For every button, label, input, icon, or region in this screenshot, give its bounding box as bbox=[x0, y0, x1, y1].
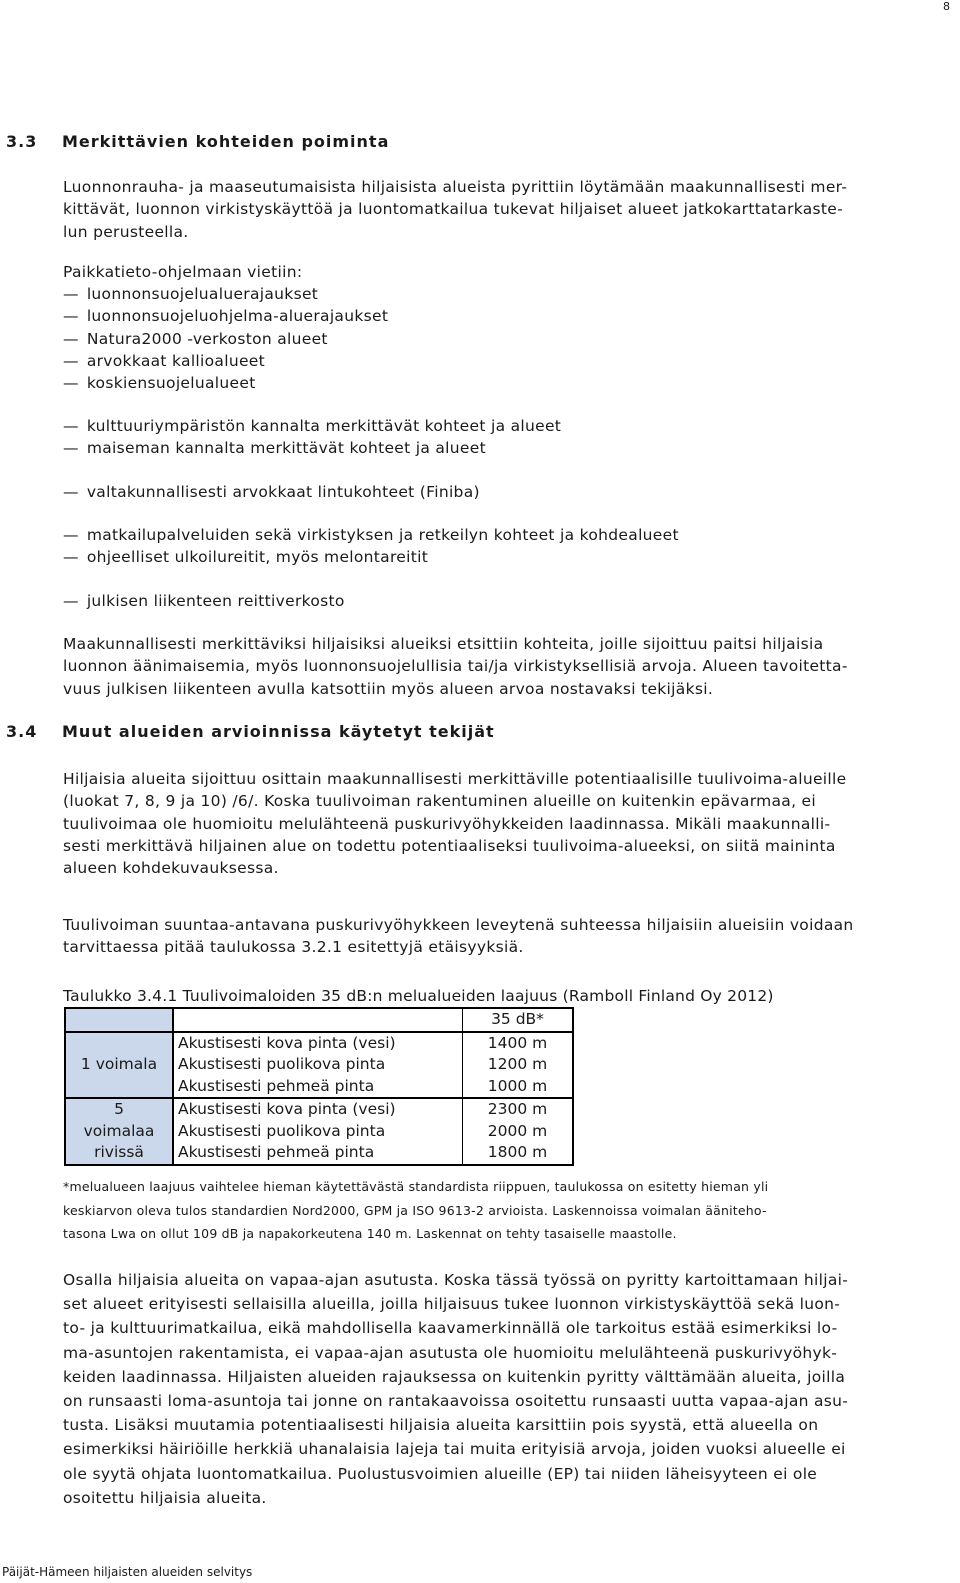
text-line: tuulivoimaa ole huomioitu melulähteenä puskurivyöhykkeiden laadinnassa. Mikäli maakunnalli- bbox=[63, 814, 831, 833]
dash-list-protected-areas bbox=[63, 283, 388, 394]
text-line: keskiarvon oleva tulos standardien Nord2000, GPM ja ISO 9613-2 arvioista. Laskennoissa voimalan ääniteho- bbox=[63, 1202, 767, 1218]
table-header-blank bbox=[173, 1008, 463, 1032]
table-row bbox=[65, 1121, 573, 1143]
page-footer: Päijät-Hämeen hiljaisten alueiden selvitys bbox=[2, 1565, 253, 1579]
distance-cell: 1000 m bbox=[487, 1076, 548, 1095]
distance-cell: 2300 m bbox=[463, 1098, 574, 1121]
column-header: 35 dB* bbox=[463, 1008, 574, 1032]
table-row bbox=[65, 1142, 573, 1165]
dash-list-recreation bbox=[63, 524, 679, 569]
dash-list-birds bbox=[63, 481, 480, 503]
list-item: — julkisen liikenteen reittiverkosto bbox=[63, 590, 345, 612]
text-line: lun perusteella. bbox=[63, 222, 189, 241]
wind-power-paragraph bbox=[63, 768, 950, 879]
text-line: osoitettu hiljaisia alueita. bbox=[63, 1488, 267, 1507]
text-line: tarvittaessa pitää taulukossa 3.2.1 esitettyjä etäisyyksiä. bbox=[63, 938, 524, 957]
text-line: sesti merkittävä hiljainen alue on todettu potentiaaliseksi tuulivoima-alueeksi, on siitä maininta bbox=[63, 836, 836, 855]
list-item: — kulttuuriympäristön kannalta merkittävät kohteet ja alueet bbox=[63, 415, 561, 437]
list-item: — maiseman kannalta merkittävät kohteet ja alueet bbox=[63, 437, 561, 459]
table-header-row bbox=[65, 1008, 573, 1032]
leisure-housing-paragraph bbox=[63, 1268, 950, 1510]
text-line: alueen kohdekuvauksessa. bbox=[63, 859, 279, 878]
buffer-paragraph bbox=[63, 914, 950, 959]
list-item: — koskiensuojelualueet bbox=[63, 372, 388, 394]
intro-paragraph bbox=[63, 176, 950, 243]
table-caption: Taulukko 3.4.1 Tuulivoimaloiden 35 dB:n melualueiden laajuus (Ramboll Finland Oy 2012) bbox=[63, 987, 774, 1005]
text-line: kittävät, luonnon virkistyskäyttöä ja luontomatkailua tukevat hiljaiset alueet jatkokarttatarkaste- bbox=[63, 200, 844, 219]
text-line: esimerkiksi häiriöille herkkiä uhanalaisia lajeja tai muita erityisiä arvoja, joiden vuoksi alueelle ei bbox=[63, 1440, 846, 1459]
group-label-line: 5 bbox=[65, 1098, 173, 1121]
table-footnote bbox=[63, 1175, 950, 1246]
list-item: — matkailupalveluiden sekä virkistyksen ja retkeilyn kohteet ja kohdealueet bbox=[63, 524, 679, 546]
text-line: to- ja kulttuurimatkailua, eikä mahdollisella kaavamerkinnällä ole tarkoitus estää esimerkiksi lo- bbox=[63, 1319, 838, 1338]
surface-cell: Akustisesti puolikova pinta bbox=[173, 1054, 463, 1076]
page-number: 8 bbox=[943, 0, 950, 13]
list-item: — Natura2000 -verkoston alueet bbox=[63, 328, 388, 350]
text-line: Tuulivoiman suuntaa-antavana puskurivyöhykkeen leveytenä suhteessa hiljaisiin alueisiin voidaan bbox=[63, 916, 854, 934]
list-item: — arvokkaat kallioalueet bbox=[63, 350, 388, 372]
group-label-line: rivissä bbox=[65, 1142, 173, 1165]
section-heading-3-3 bbox=[6, 132, 389, 151]
text-line: *melualueen laajuus vaihtelee hieman käytettävästä standardista riippuen, taulukossa on esitetty hieman yli bbox=[63, 1179, 769, 1194]
list-item: — ohjeelliset ulkoilureitit, myös melontareitit bbox=[63, 546, 679, 568]
text-line: keiden laadinnassa. Hiljaisten alueiden rajauksessa on kuitenkin pyritty välttämään alueita, joilla bbox=[63, 1367, 846, 1386]
text-line: Maakunnallisesti merkittäviksi hiljaisiksi alueiksi etsittiin kohteita, joille sijoittuu paitsi hiljaisia bbox=[63, 635, 824, 653]
surface-cell: Akustisesti pehmeä pinta bbox=[173, 1076, 463, 1099]
dash-list-transport bbox=[63, 590, 345, 612]
text-line: Luonnonrauha- ja maaseutumaisista hiljaisista alueista pyrittiin löytämään maakunnallisesti mer- bbox=[63, 178, 848, 196]
text-line: set alueet erityisesti sellaisilla alueilla, joilla hiljaisuus tukee luonnon virkistyskäyttöä sekä luon- bbox=[63, 1295, 841, 1314]
text-line: luonnon äänimaisemia, myös luonnonsuojelullisia tai/ja virkistyksellisiä arvoja. Alueen tavoitetta- bbox=[63, 657, 848, 676]
surface-cell: Akustisesti puolikova pinta bbox=[173, 1121, 463, 1143]
surface-cell: Akustisesti pehmeä pinta bbox=[173, 1142, 463, 1165]
group-label-line: voimalaa bbox=[65, 1121, 173, 1143]
text-line: tusta. Lisäksi muutamia potentiaalisesti hiljaisia alueita karsittiin pois syystä, että alueella on bbox=[63, 1416, 819, 1435]
surface-cell: Akustisesti kova pinta (vesi) bbox=[173, 1032, 463, 1055]
text-line: ole syytä ohjata luontomatkailua. Puolustusvoimien alueille (EP) tai niiden läheisyyteen ei ole bbox=[63, 1464, 818, 1483]
list-item: — luonnonsuojelualuerajaukset bbox=[63, 283, 388, 305]
text-line: on runsaasti loma-asuntoja tai jonne on rantakaavoissa osoitettu runsaasti uutta vapaa-ajan asu- bbox=[63, 1392, 849, 1411]
noise-distance-table bbox=[64, 1007, 574, 1166]
section-title: Merkittävien kohteiden poiminta bbox=[62, 132, 390, 151]
text-line: ma-asuntojen rakentamista, ei vapaa-ajan asutusta ole huomioitu melulähteenä puskurivyöhyk- bbox=[63, 1343, 838, 1362]
table-row bbox=[65, 1098, 573, 1121]
text-line: Hiljaisia alueita sijoittuu osittain maakunnallisesti merkittäville potentiaalisille tuulivoima-alueille bbox=[63, 770, 847, 788]
dash-list-cultural bbox=[63, 415, 561, 460]
distance-cell: 2000 m bbox=[487, 1121, 548, 1140]
table-row bbox=[65, 1032, 573, 1055]
section-title: Muut alueiden arvioinnissa käytetyt tekijät bbox=[62, 722, 495, 741]
group-label: 1 voimala bbox=[65, 1032, 173, 1099]
distance-cell: 1800 m bbox=[487, 1143, 548, 1161]
list-item: — valtakunnallisesti arvokkaat lintukohteet (Finiba) bbox=[63, 481, 480, 503]
list-item: — luonnonsuojeluohjelma-aluerajaukset bbox=[63, 305, 388, 327]
list-title: Paikkatieto-ohjelmaan vietiin: bbox=[63, 263, 303, 281]
surface-cell: Akustisesti kova pinta (vesi) bbox=[173, 1098, 463, 1121]
text-line: (luokat 7, 8, 9 ja 10) /6/. Koska tuulivoiman rakentuminen alueille on kuitenkin epävarmaa, ei bbox=[63, 792, 816, 811]
section-number: 3.3 bbox=[6, 132, 38, 151]
text-line: tasona Lwa on ollut 109 dB ja napakorkeutena 140 m. Laskennat on tehty tasaiselle maastolle. bbox=[63, 1226, 677, 1241]
distance-cell: 1400 m bbox=[487, 1033, 548, 1052]
text-line: vuus julkisen liikenteen avulla katsottiin myös alueen arvoa nostavaksi tekijäksi. bbox=[63, 679, 714, 698]
table-corner-cell bbox=[65, 1008, 173, 1032]
section-heading-3-4 bbox=[6, 722, 495, 741]
summary-paragraph bbox=[63, 633, 950, 700]
text-line: Osalla hiljaisia alueita on vapaa-ajan asutusta. Koska tässä työssä on pyritty kartoittamaan hiljai- bbox=[63, 1271, 849, 1289]
section-number: 3.4 bbox=[6, 722, 38, 741]
distance-cell: 1200 m bbox=[487, 1055, 548, 1073]
